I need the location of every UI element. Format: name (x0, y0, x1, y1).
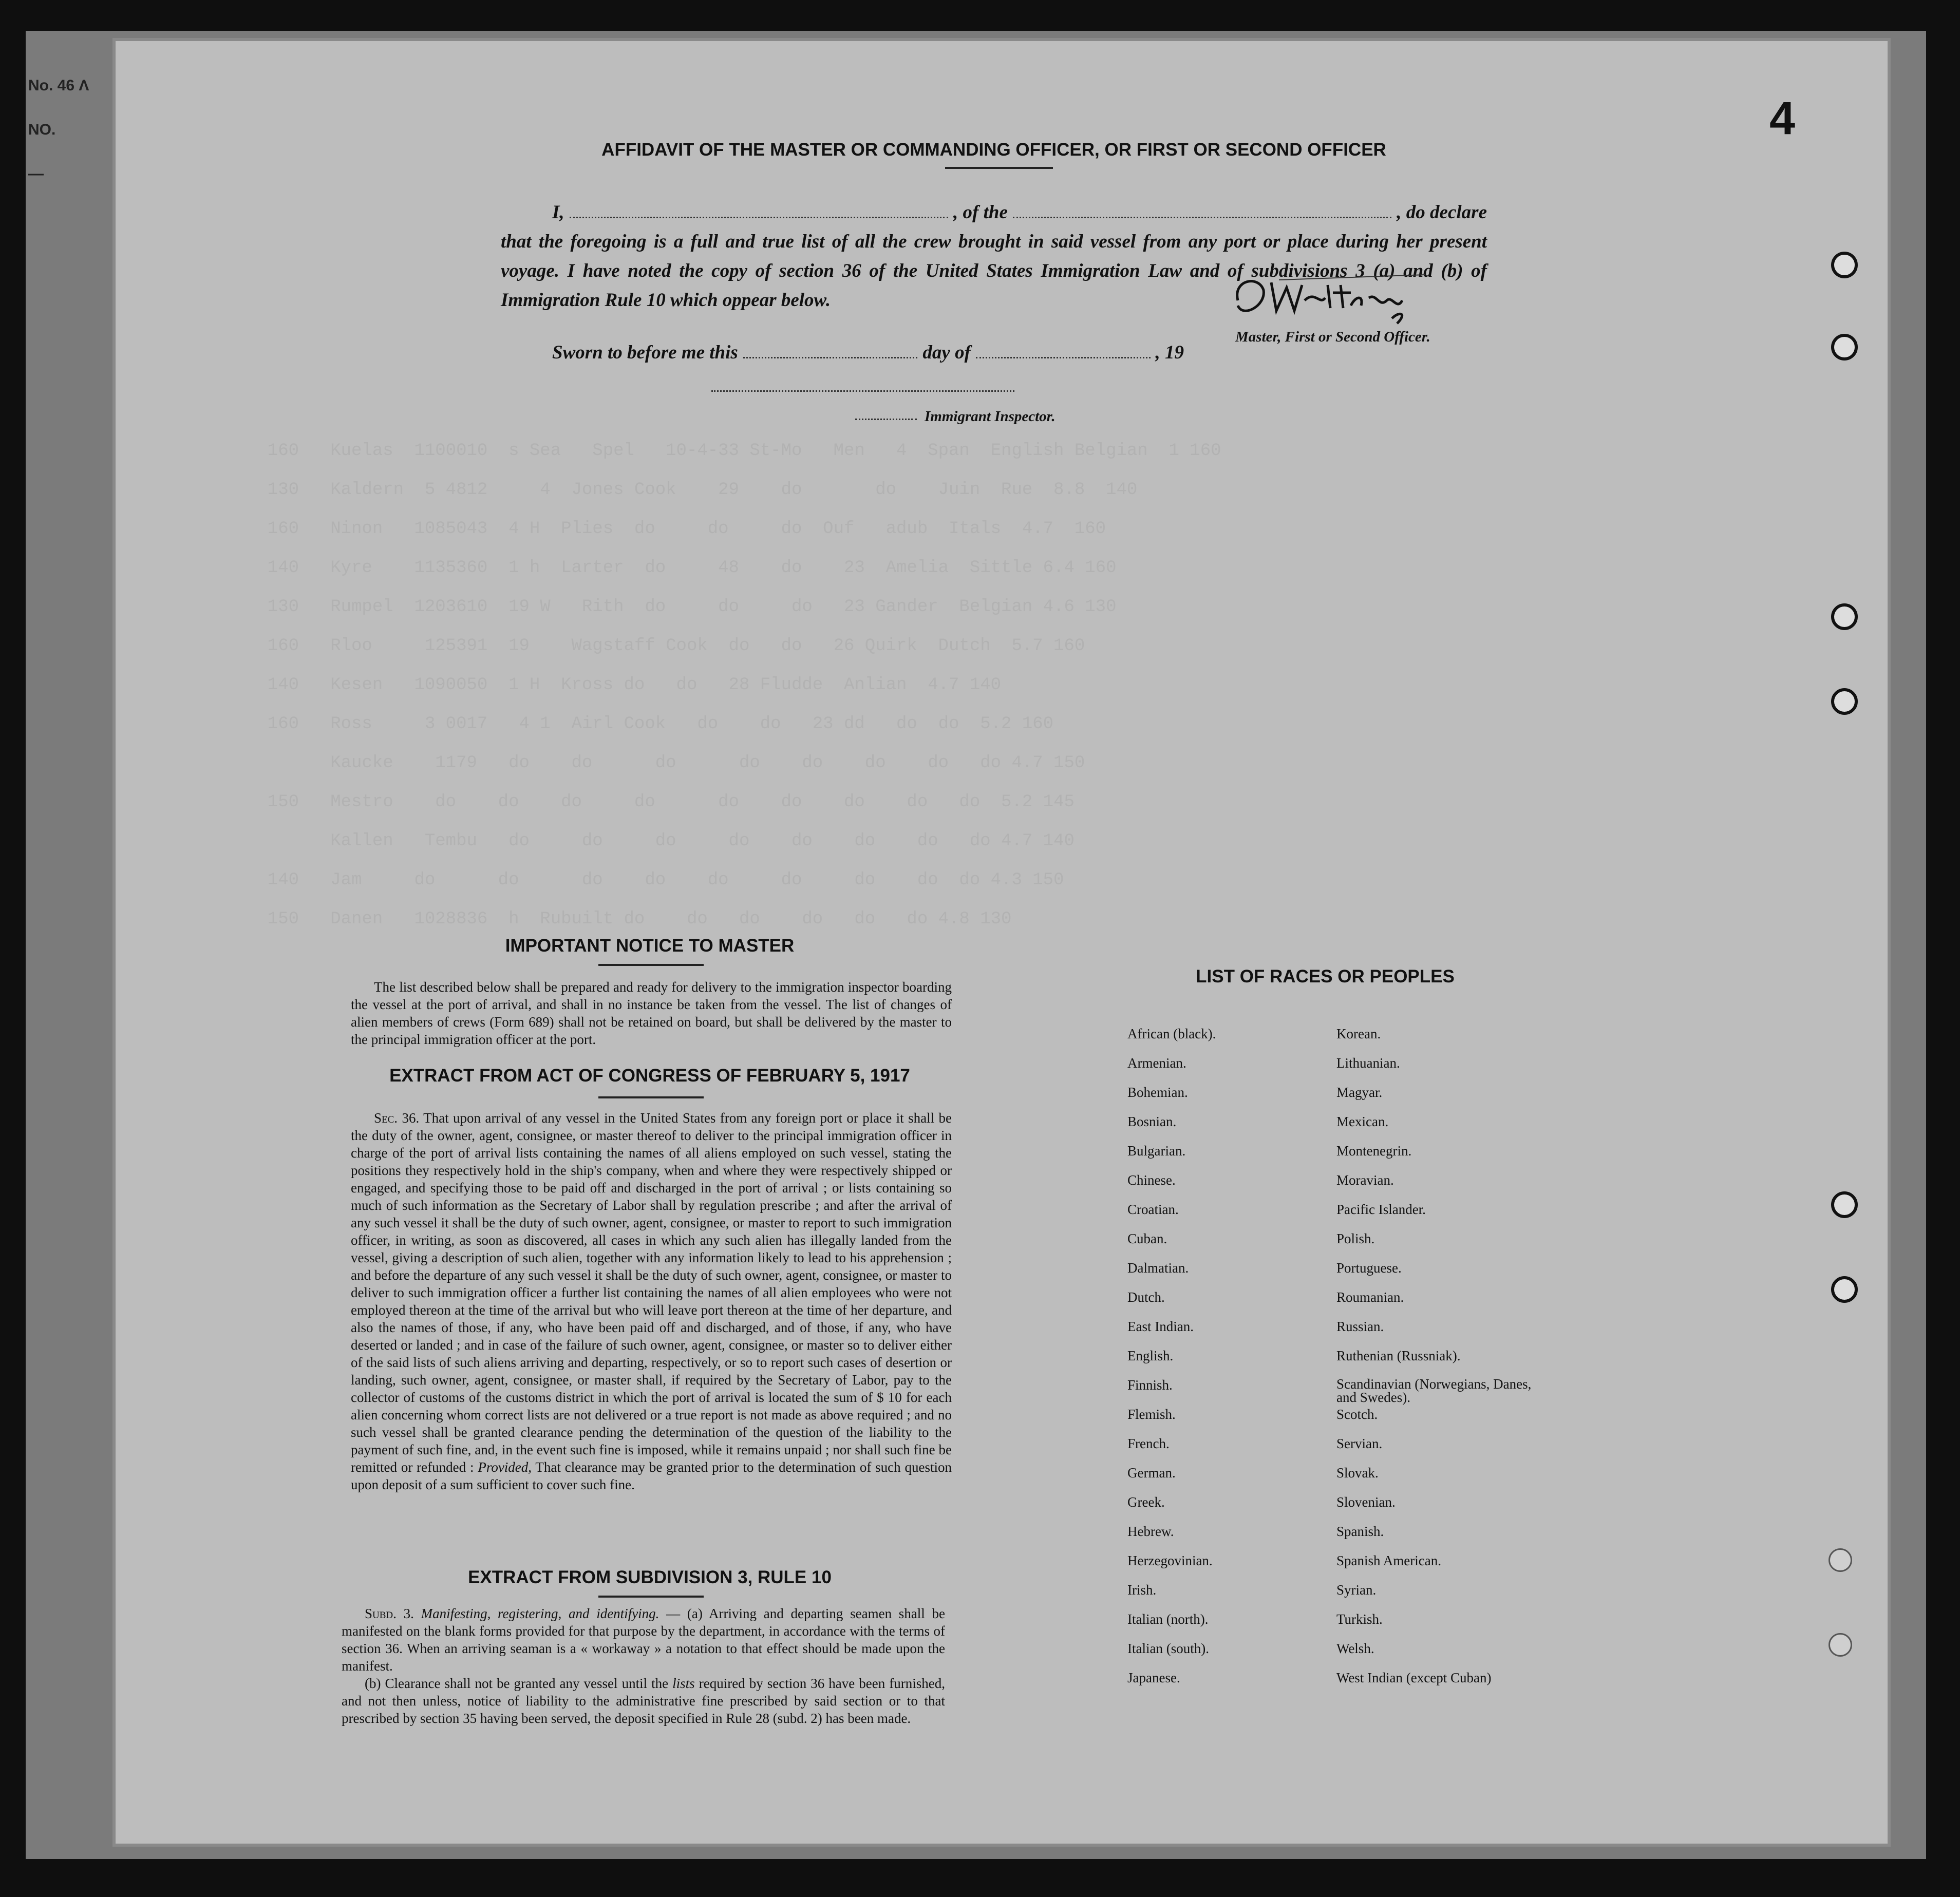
race-item: Spanish. (1336, 1524, 1384, 1539)
race-item: Italian (south). (1127, 1641, 1209, 1656)
race-item: Moravian. (1336, 1172, 1394, 1188)
race-item: Cuban. (1127, 1231, 1167, 1246)
race-item: French. (1127, 1436, 1170, 1451)
race-item: Spanish American. (1336, 1553, 1441, 1568)
act-sec-label: Sec. 36. (374, 1110, 420, 1126)
sworn-day-field[interactable] (743, 346, 918, 358)
act-title: EXTRACT FROM ACT OF CONGRESS OF FEBRUARY 5, 1917 (389, 1066, 910, 1086)
margin-top-mark: No. 46 Λ (28, 77, 89, 94)
binder-hole-3 (1831, 603, 1858, 630)
sworn-day-of: day of (922, 342, 971, 363)
race-item: Pacific Islander. (1336, 1202, 1426, 1217)
race-item: Slovak. (1336, 1465, 1379, 1481)
affidavit-of-the: , of the (953, 202, 1008, 223)
race-item: Servian. (1336, 1436, 1383, 1451)
race-item: Bulgarian. (1127, 1143, 1186, 1159)
affidavit-line-1 (501, 198, 1487, 227)
sworn-line (552, 342, 1184, 364)
race-item: Irish. (1127, 1582, 1157, 1598)
notice-title: IMPORTANT NOTICE TO MASTER (505, 936, 795, 956)
race-item: Croatian. (1127, 1202, 1179, 1217)
binder-hole-4 (1831, 688, 1858, 715)
race-item: Polish. (1336, 1231, 1375, 1246)
race-item: Bosnian. (1127, 1114, 1177, 1129)
race-item: Chinese. (1127, 1172, 1176, 1188)
race-item: Dalmatian. (1127, 1260, 1189, 1276)
race-item: Roumanian. (1336, 1289, 1404, 1305)
race-item: Slovenian. (1336, 1494, 1396, 1510)
races-right-column (1336, 1026, 1552, 1699)
race-item: Welsh. (1336, 1641, 1374, 1656)
races-left-column (1127, 1026, 1328, 1699)
race-item: Russian. (1336, 1319, 1384, 1334)
inspector-label: Immigrant Inspector. (925, 408, 1056, 425)
sworn-year: , 19 (1155, 342, 1184, 363)
binder-hole-5 (1831, 1191, 1858, 1218)
race-item: Syrian. (1336, 1582, 1377, 1598)
affidavit-line-2: that the foregoing is a full and true list of all the crew brought in said vessel from any port or place during her present (501, 231, 1487, 252)
race-item: Dutch. (1127, 1289, 1165, 1305)
race-item: English. (1127, 1348, 1174, 1363)
binder-hole-6 (1831, 1276, 1858, 1303)
rule-subd-heading: Manifesting, registering, and identifying. (421, 1606, 659, 1621)
race-item: Japanese. (1127, 1670, 1180, 1685)
act-body-end: That clearance may be granted prior to the determination of such question upon deposit of a sum sufficient to cover such fine. (351, 1459, 952, 1492)
race-item: Mexican. (1336, 1114, 1389, 1129)
affidavit-title: AFFIDAVIT OF THE MASTER OR COMMANDING OFFICER, OR FIRST OR SECOND OFFICER (601, 140, 1386, 160)
notice-body-text: The list described below shall be prepared and ready for delivery to the immigration inspector boarding the vessel at the port of arrival, and shall in no instance be taken from the vessel. The list of changes of alien members of crews (Form 689) shall not be retained on board, but shall be delivered by the master to the principal immigration officer at the port. (351, 979, 952, 1047)
vessel-name-field[interactable] (1013, 202, 1391, 218)
inspector-signature-field-2[interactable] (855, 419, 917, 420)
rule-title: EXTRACT FROM SUBDIVISION 3, RULE 10 (468, 1567, 832, 1587)
affidavit-line-3: voyage. I have noted the copy of section 36 of the United States Immigration Law and of subdivisions 3 (a) and (b) of (501, 260, 1487, 281)
notice-title-rule (598, 964, 704, 966)
act-body (351, 1109, 952, 1493)
rule-para-b-end: required by section 36 have been furnished, and not then unless, notice of liability to the administrative fine prescribed by said section or to that prescribed by section 35 having been served, the deposit specified in Rule 28 (subd. 2) has been made. (342, 1676, 946, 1726)
binder-hole-1 (1831, 252, 1858, 278)
race-item: Bohemian. (1127, 1085, 1188, 1100)
race-item: African (black). (1127, 1026, 1216, 1041)
binder-hole-2 (1831, 334, 1858, 361)
act-title-rule (598, 1096, 704, 1098)
rule-para-a: — (a) Arriving and departing seamen shall be manifested on the blank forms provided for that purpose by the department, in accordance with the terms of section 36. When an arriving seaman is a « workaway » a notation to that effect should be made upon the manifest. (342, 1606, 945, 1674)
race-item: Ruthenian (Russniak). (1336, 1348, 1461, 1363)
race-item: East Indian. (1127, 1319, 1194, 1334)
race-item: Scotch. (1336, 1407, 1378, 1422)
signature-label: Master, First or Second Officer. (1235, 329, 1430, 345)
rule-para-b-start: (b) Clearance shall not be granted any vessel until the (365, 1676, 669, 1691)
race-item: Portuguese. (1336, 1260, 1402, 1276)
race-item: Lithuanian. (1336, 1055, 1400, 1071)
bleed-through-texture: 160 Kuelas 1100010 s Sea Spel 10-4-33 St-Mo Men 4 Span English Belgian 1 160 130 Kaldern 5 4812 4 Jones Cook 29 do do Juin Rue 8.8 140 160 Ninon 1085043 4 H Plies do do do Ouf adub Itals 4.7 160 140 Kyre 1135360 1 h Larter do 48 do 23 Amelia Sittle 6.4 160 130 Rumpel 1203610 19 W Rith do do do 23 Gander Belgian 4.6 130 160 Rloo 125391 19 Wagstaff Cook do do 26 Quirk Dutch 5.7 160 140 Kesen 1090050 1 H Kross do do 28 Fludde Anlian 4.7 140 160 Ross 3 0017 4 1 Airl Cook do do 23 dd do do 5.2 160 Kaucke 1179 do do do do do do do do 4.7 150 150 Mestro do do do do do do do do do 5.2 145 Kallen Tembu do do do do do do do do 4.7 140 140 Jam do do do do do do do do do 4.3 150 150 Danen 1028836 h Rubuilt do do do do do do 4.8 130 (267, 441, 1221, 929)
binder-hole-8 (1829, 1633, 1852, 1657)
race-item: Turkish. (1336, 1611, 1383, 1627)
sworn-month-field[interactable] (976, 346, 1151, 358)
race-item: West Indian (except Cuban) (1336, 1670, 1492, 1685)
margin-no-label: NO. (28, 121, 56, 138)
inspector-signature-field[interactable] (711, 390, 1014, 392)
binder-hole-7 (1829, 1548, 1852, 1572)
affidavit-i: I, (552, 202, 564, 223)
act-provided-label: Provided, (478, 1459, 532, 1475)
race-item: Italian (north). (1127, 1611, 1209, 1627)
races-title: LIST OF RACES OR PEOPLES (1196, 966, 1455, 987)
rule-subd-label: Subd. 3. (365, 1606, 414, 1621)
rule-para-b-lists: lists (672, 1676, 695, 1691)
race-item: Finnish. (1127, 1377, 1173, 1393)
race-item: Armenian. (1127, 1055, 1186, 1071)
left-margin-notes (28, 77, 110, 231)
master-name-field[interactable] (570, 202, 948, 218)
race-item: Scandinavian (Norwegians, Danes, and Swedes). (1336, 1376, 1532, 1405)
master-signature (1222, 270, 1428, 326)
notice-body (351, 978, 952, 1048)
race-item: Hebrew. (1127, 1524, 1174, 1539)
affidavit-line-4: Immigration Rule 10 which oppear below. (501, 290, 831, 311)
rule-title-rule (598, 1596, 704, 1598)
race-item: Greek. (1127, 1494, 1165, 1510)
race-item: Herzegovinian. (1127, 1553, 1213, 1568)
race-item: Korean. (1336, 1026, 1381, 1041)
sworn-start: Sworn to before me this (552, 342, 738, 363)
race-item: Flemish. (1127, 1407, 1176, 1422)
race-item: Montenegrin. (1336, 1143, 1412, 1159)
affidavit-title-rule (945, 167, 1053, 169)
act-body-text: That upon arrival of any vessel in the United States from any foreign port or place it shall be the duty of the owner, agent, consignee, or master thereof to deliver to the principal immigration officer in charge of the port of arrival lists containing the names of all aliens employed on such vessel, stating the positions they respectively hold in the ship's company, when and where they were respectively shipped or engaged, and specifying those to be paid off and discharged in the port of arrival ; or lists containing so much of such information as the Secretary of Labor shall by regulation prescribe ; and after the arrival of any such vessel it shall be the duty of such owner, agent, consignee, or master to report to such immigration officer, in writing, as soon as discovered, all cases in which any such alien has illegally landed from the vessel, giving a description of such alien, together with any information likely to lead to his apprehension ; and before the departure of any such vessel it shall be the duty of such owner, agent, consignee, or master to deliver to such immigration officer a further list containing the names of all alien employees who were not employed thereon at the time of the arrival but who will leave port thereon at the time of her departure, and also the names of those, if any, who have been paid off and discharged, and of those, if any, who have deserted or landed ; and in case of the failure of such owner, agent, consignee, or master so to deliver either of the said lists of such aliens arriving and departing, respectively, or so to report such cases of desertion or landing, such owner, agent, consignee, or master shall, if required by the Secretary of Labor, pay to the collector of customs of the customs district in which the port of arrival is located the sum of $ 10 for each alien concerning whom correct lists are not delivered or a true report is not made as above required ; and no such vessel shall be granted clearance pending the determination of the question of the liability to the payment of such fine, and, in the event such fine is imposed, while it remains unpaid ; nor shall such fine be remitted or refunded : (351, 1110, 952, 1475)
race-item: Magyar. (1336, 1085, 1383, 1100)
corner-handwritten-mark: 4 (1769, 93, 1796, 144)
affidavit-declare: , do declare (1397, 202, 1487, 223)
rule-body (342, 1605, 945, 1727)
race-item: German. (1127, 1465, 1176, 1481)
margin-dash: — (28, 165, 44, 182)
